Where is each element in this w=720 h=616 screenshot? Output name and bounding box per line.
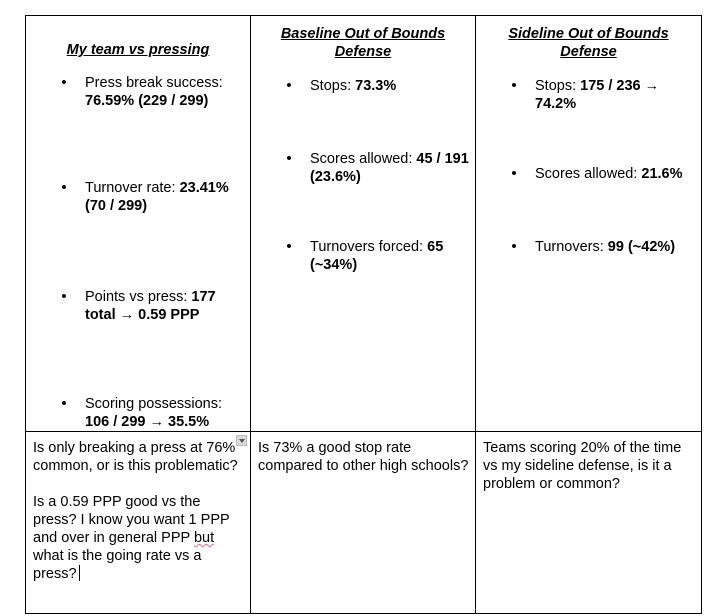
stat-item [476,77,701,113]
stat-value: 76.59% (229 / 299) [85,93,209,109]
stat-item [26,74,250,110]
cell-my-team-vs-pressing[interactable] [26,16,251,432]
stat-label: Press break success: [85,75,223,91]
stats-row [26,16,702,432]
stat-item [476,238,701,256]
column-heading: My team vs pressing [66,42,210,58]
question-cell-sideline[interactable] [476,432,702,614]
stat-item [476,165,701,183]
questions-row [26,432,702,614]
stat-value: 175 / 236 → 74.2% [535,78,660,112]
bullet-icon: • [511,77,517,94]
stat-label: Turnover rate: [85,180,180,196]
stat-label: Stops: [310,78,356,94]
bullet-icon: • [286,150,292,167]
question-cell-baseline[interactable] [251,432,476,614]
question-cell-press[interactable] [26,432,251,614]
bullet-icon: • [61,288,67,305]
stats-table [25,15,702,614]
stat-list [26,74,250,431]
stat-value: 106 / 299 → 35.5% [85,414,210,430]
stat-value: 73.3% [355,78,397,94]
stat-value: 23.41% (70 / 299) [85,180,229,214]
bullet-icon: • [61,74,67,91]
bullet-icon: • [61,395,67,412]
stat-item [26,179,250,215]
bullet-icon: • [61,179,67,196]
question-text: Is 73% a good stop rate compared to other high schools? [258,440,469,474]
stat-item [26,288,250,324]
stat-label: Turnovers: [535,239,608,255]
bullet-icon: • [286,238,292,255]
stat-list [476,77,701,256]
question-text: Teams scoring 20% of the time vs my sideline defense, is it a problem or common? [483,440,682,492]
stat-value: 99 (~42%) [607,239,676,255]
stat-item [251,150,475,186]
stat-value: 65 (~34%) [310,239,444,273]
text-cursor [79,565,80,581]
stat-item [251,77,475,95]
stat-label: Scores allowed: [535,166,642,182]
stat-label: Stops: [535,78,581,94]
cell-sideline-oob-defense[interactable] [476,16,702,432]
column-heading: Sideline Out of Bounds Defense [508,26,669,60]
stat-value: 45 / 191 (23.6%) [310,151,469,185]
stat-item [251,238,475,274]
stat-value: 21.6% [641,166,683,182]
stat-label: Scoring possessions: [85,396,223,412]
stat-label: Scores allowed: [310,151,417,167]
stat-label: Turnovers forced: [310,239,428,255]
column-heading: Baseline Out of Bounds Defense [280,26,446,60]
bullet-icon: • [511,238,517,255]
stat-list [251,77,475,274]
question-text: Is only breaking a press at 76% common, or is this problematic? [33,440,238,474]
question-text: Is a 0.59 PPP good vs the press? I know you want 1 PPP and over in general PPP but what is the going rate vs a press? [33,494,230,582]
stat-item [26,395,250,431]
bullet-icon: • [511,165,517,182]
stat-label: Points vs press: [85,289,192,305]
bullet-icon: • [286,77,292,94]
cell-baseline-oob-defense[interactable] [251,16,476,432]
stat-value: 177 total → 0.59 PPP [85,289,216,323]
spellcheck-underlined-word[interactable]: but [193,530,215,546]
chevron-down-icon[interactable] [236,435,247,446]
